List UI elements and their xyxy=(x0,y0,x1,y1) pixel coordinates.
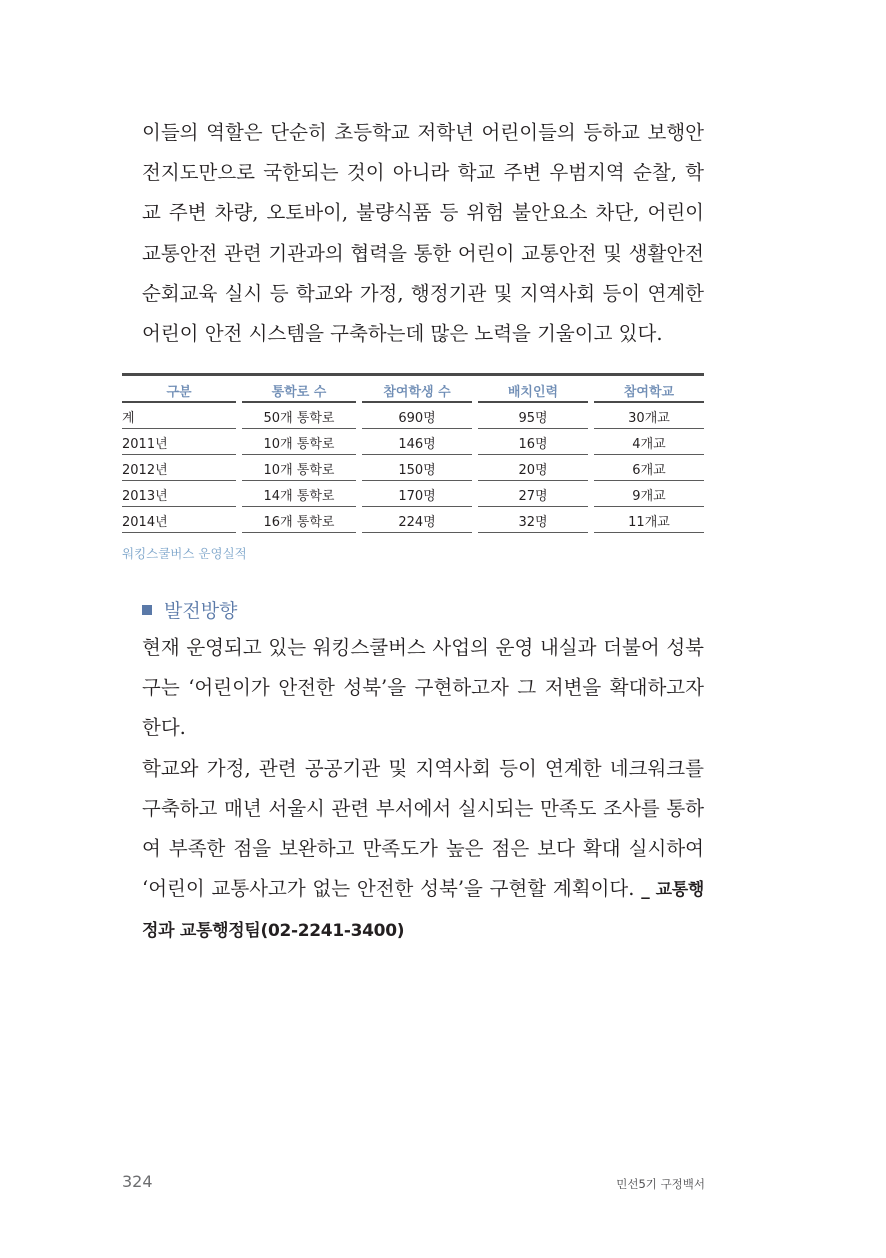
table-cell: 4개교 xyxy=(594,429,704,455)
table-row xyxy=(122,429,704,455)
table-cell: 11개교 xyxy=(594,507,704,533)
table-cell: 27명 xyxy=(478,481,588,507)
table-caption: 워킹스쿨버스 운영실적 xyxy=(122,546,247,561)
table-cell: 10개 통학로 xyxy=(242,455,356,481)
book-title: 민선5기 구정백서 xyxy=(616,1177,705,1191)
page-number: 324 xyxy=(122,1172,153,1191)
table-cell: 6개교 xyxy=(594,455,704,481)
table-cell: 14개 통학로 xyxy=(242,481,356,507)
table-row xyxy=(122,507,704,533)
table-cell: 16개 통학로 xyxy=(242,507,356,533)
table-row xyxy=(122,403,704,429)
table-cell: 2014년 xyxy=(122,507,236,533)
table-cell: 2013년 xyxy=(122,481,236,507)
table-cell: 32명 xyxy=(478,507,588,533)
table-cell: 150명 xyxy=(362,455,472,481)
intro-paragraph xyxy=(122,113,704,354)
table-cell: 146명 xyxy=(362,429,472,455)
operations-table xyxy=(122,377,704,533)
table-row xyxy=(122,455,704,481)
table-cell: 224명 xyxy=(362,507,472,533)
department-signature: _ 교통행정과 교통행정팀(02-2241-3400) xyxy=(142,880,705,942)
table-cell: 20명 xyxy=(478,455,588,481)
table-cell: 30개교 xyxy=(594,403,704,429)
section-title: 발전방향 xyxy=(164,600,238,622)
direction-body xyxy=(122,628,704,952)
table-cell: 170명 xyxy=(362,481,472,507)
table-header-cell: 참여학교 xyxy=(594,377,704,403)
table-header-cell: 참여학생 수 xyxy=(362,377,472,403)
table-header-cell: 구분 xyxy=(122,377,236,403)
table-cell: 50개 통학로 xyxy=(242,403,356,429)
intro-paragraph-text: 이들의 역할은 단순히 초등학교 저학년 어린이들의 등하교 보행안전지도만으로 국한되는 것이 아니라 학교 주변 우범지역 순찰, 학교 주변 차량, 오토바이, 불량식품 등 위험 불안요소 차단, 어린이 교통안전 관련 기관과의 협력을 통한 어린이 교통안전 및 생활안전 순회교육 실시 등 학교와 가정, 행정기관 및 지역사회 등이 연계한 어린이 안전 시스템을 구축하는데 많은 노력을 기울이고 있다. xyxy=(142,121,704,346)
table-cell: 2011년 xyxy=(122,429,236,455)
direction-paragraph-2-text: 학교와 가정, 관련 공공기관 및 지역사회 등이 연계한 네크워크를 구축하고 매년 서울시 관련 부서에서 실시되는 만족도 조사를 통하여 부족한 점을 보완하고 만족도가 높은 점은 보다 확대 실시하여 ‘어린이 교통사고가 없는 안전한 성북’을 구현할 계획이다. xyxy=(142,756,704,901)
section-heading xyxy=(142,596,237,623)
square-bullet-icon xyxy=(142,605,152,615)
table-cell: 2012년 xyxy=(122,455,236,481)
table-top-rule xyxy=(122,373,704,376)
table-header-row xyxy=(122,377,704,403)
table-cell: 690명 xyxy=(362,403,472,429)
table-cell: 10개 통학로 xyxy=(242,429,356,455)
table-header-cell: 통학로 수 xyxy=(242,377,356,403)
table-cell: 9개교 xyxy=(594,481,704,507)
table-header-cell: 배치인력 xyxy=(478,377,588,403)
direction-paragraph-1: 현재 운영되고 있는 워킹스쿨버스 사업의 운영 내실과 더불어 성북구는 ‘어린이가 안전한 성북’을 구현하고자 그 저변을 확대하고자 한다. xyxy=(142,636,704,740)
table-cell: 95명 xyxy=(478,403,588,429)
table-row xyxy=(122,481,704,507)
table-cell: 계 xyxy=(122,403,236,429)
table-cell: 16명 xyxy=(478,429,588,455)
direction-paragraph-2 xyxy=(122,749,704,952)
